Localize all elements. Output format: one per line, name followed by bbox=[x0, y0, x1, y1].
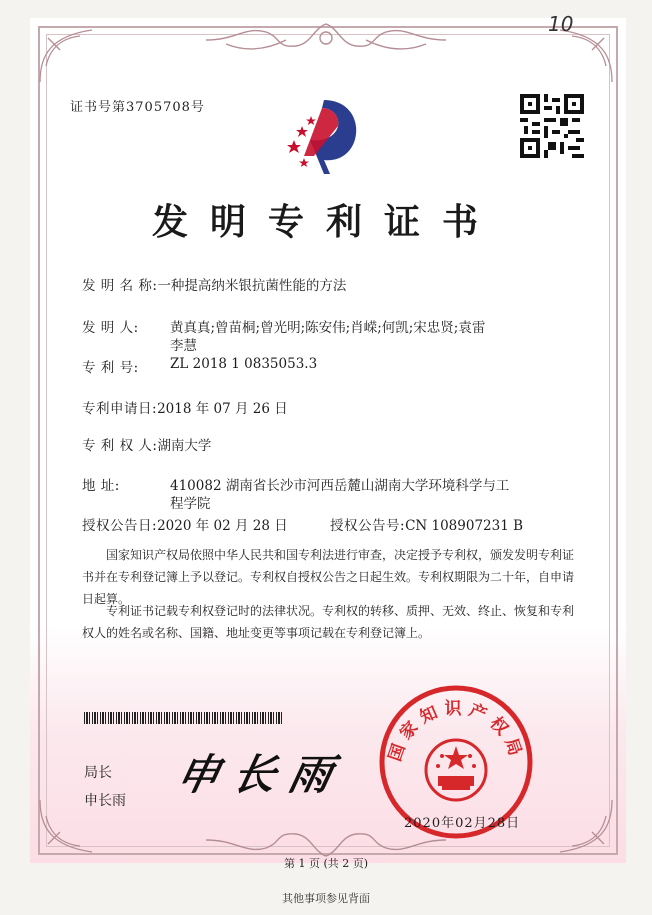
grant-number-row bbox=[330, 514, 523, 534]
national-emblem-icon bbox=[426, 740, 486, 800]
grant-date-label: 授权公告日: bbox=[82, 518, 158, 534]
statement-paragraph-1: 国家知识产权局依照中华人民共和国专利法进行审查，决定授予专利权，颁发发明专利证书并在专利登记簿上予以登记。专利权自授权公告之日起生效。专利权期限为二十年，自申请日起算。 bbox=[82, 548, 575, 606]
patent-number-label: 专 利 号: bbox=[82, 360, 139, 376]
grant-date-value: 2020 年 02 月 28 日 bbox=[157, 518, 288, 534]
page-number: 第 1 页 (共 2 页) bbox=[283, 857, 369, 870]
patent-number-value: ZL 2018 1 0835053.3 bbox=[170, 356, 318, 372]
statement-paragraph-2: 专利证书记载专利权登记时的法律状况。专利权的转移、质押、无效、终止、恢复和专利权人的姓名或名称、国籍、地址变更等事项记载在专利登记簿上。 bbox=[82, 604, 575, 640]
certificate-title: 发明专利证书 bbox=[151, 201, 500, 243]
corner-ornament-br bbox=[556, 796, 616, 856]
grant-number-value: CN 108907231 B bbox=[405, 518, 524, 534]
inventors-value-line2: 李慧 bbox=[170, 338, 197, 354]
inventors-value-line1: 黄真真;曾苗桐;曾光明;陈安伟;肖嵘;何凯;宋忠贤;袁雷 bbox=[170, 320, 486, 336]
certificate-number: 证书号第3705708号 bbox=[70, 100, 205, 115]
cnipa-logo bbox=[284, 96, 366, 178]
qr-code-icon bbox=[520, 94, 584, 158]
director-name: 申长雨 bbox=[84, 793, 126, 809]
seal-date: 2020年02月28日 bbox=[404, 816, 521, 831]
grant-date-row bbox=[82, 514, 288, 534]
address-value-line1: 410082 湖南省长沙市河西岳麓山湖南大学环境科学与工 bbox=[170, 478, 510, 494]
grant-number-label: 授权公告号: bbox=[330, 518, 406, 534]
patentee-value: 湖南大学 bbox=[157, 438, 212, 454]
top-ornament bbox=[206, 18, 446, 58]
footer-note: 其他事项参见背面 bbox=[282, 892, 370, 905]
invention-name-value: 一种提高纳米银抗菌性能的方法 bbox=[157, 278, 347, 294]
director-title: 局长 bbox=[84, 765, 112, 781]
patentee-row bbox=[82, 434, 211, 454]
patent-number-row bbox=[82, 356, 139, 376]
patentee-label: 专 利 权 人: bbox=[82, 438, 158, 454]
address-value-line2: 程学院 bbox=[170, 496, 211, 512]
director-signature: 申长雨 bbox=[172, 750, 351, 799]
filing-date-row bbox=[82, 397, 288, 417]
filing-date-value: 2018 年 07 月 26 日 bbox=[157, 401, 288, 417]
address-label: 地 址: bbox=[82, 478, 120, 494]
address-row bbox=[82, 474, 120, 494]
barcode bbox=[84, 712, 284, 724]
filing-date-label: 专利申请日: bbox=[82, 401, 158, 417]
invention-name-label: 发 明 名 称: bbox=[82, 278, 158, 294]
corner-ornament-tl bbox=[36, 26, 96, 86]
invention-name-row bbox=[82, 274, 346, 294]
inventors-label: 发 明 人: bbox=[82, 320, 139, 336]
seal-text: 国家知识产权局 bbox=[385, 699, 527, 765]
handwritten-number: 10 bbox=[548, 12, 574, 36]
inventors-row bbox=[82, 316, 139, 336]
